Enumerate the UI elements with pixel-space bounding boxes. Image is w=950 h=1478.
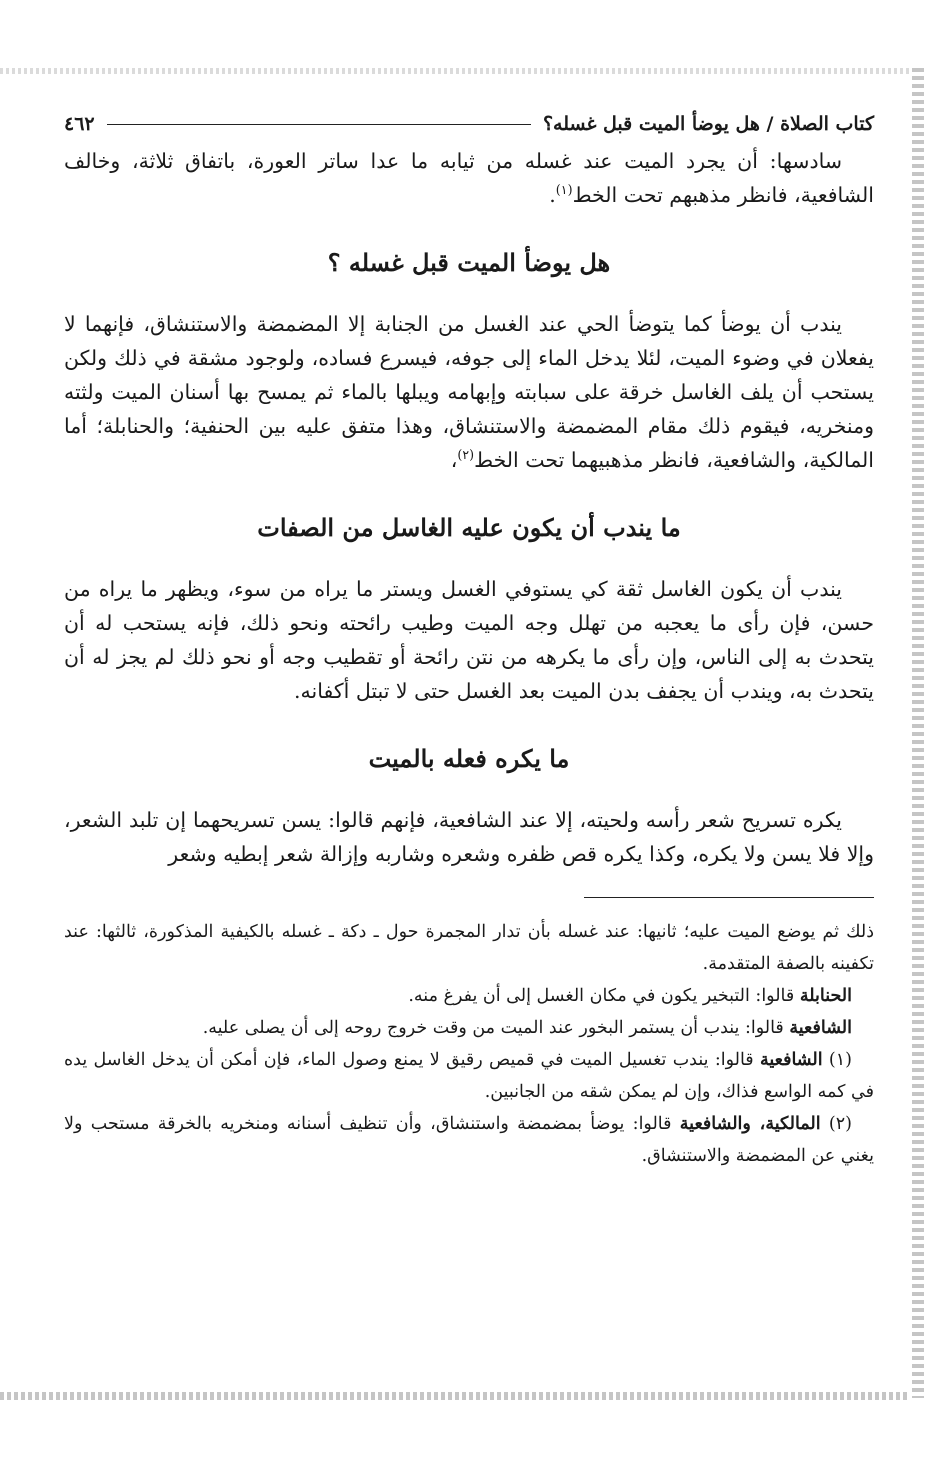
intro-paragraph xyxy=(64,144,874,212)
wudu-text: يندب أن يوضأ كما يتوضأ الحي عند الغسل من الجنابة إلا المضمضة والاستنشاق، فإنهما لا يفعلان في وضوء الميت، لئلا يدخل الماء إلى جوفه، فيسرع فساده، ولوجود مشقة في ذلك ولكن يستحب أن يلف الغاسل خرقة على سبابته وإبهامه ويبلها بالماء ثم يمسح بها أسنان الميت ولثته ومنخريه، فيقوم ذلك مقام المضمضة والاستنشاق، وهذا متفق عليه بين الحنفية؛ والحنابلة؛ أما المالكية، والشافعية، فانظر مذهبيهما تحت الخط xyxy=(64,312,874,472)
page-content xyxy=(64,104,874,1172)
footnote-ref-1: (١) xyxy=(555,182,573,198)
footnote-shafiiya-label: الشافعية xyxy=(789,1018,852,1038)
footnote-ref-2: (٢) xyxy=(457,447,475,463)
section-paragraph-disliked-acts: يكره تسريح شعر رأسه ولحيته، إلا عند الشافعية، فإنهم قالوا: يسن تسريحهما إن تلبد الشعر، وإلا فلا يسن ولا يكره، وكذا يكره قص ظفره وشعره وشاربه وإزالة شعر إبطيه وشعر xyxy=(64,808,874,866)
page-number: ٤٦٢ xyxy=(64,113,95,135)
footnote-shafiiya xyxy=(64,1012,874,1044)
header-rule xyxy=(107,124,531,125)
decorative-border-bottom xyxy=(0,1392,910,1400)
footnote-2 xyxy=(64,1108,874,1172)
footnote-2-text: قالوا: يوضأ بمضمضة واستنشاق، وأن تنظيف أسنانه ومنخريه بالخرقة مستحب ولا يغني عن المضمضة والاستنشاق. xyxy=(64,1114,874,1166)
footnote-shafiiya-text: قالوا: يندب أن يستمر البخور عند الميت من وقت خروج روحه إلى أن يصلى عليه. xyxy=(202,1018,784,1038)
intro-text: سادسها: أن يجرد الميت عند غسله من ثيابه ما عدا ساتر العورة، باتفاق ثلاثة، وخالف الشافعية، فانظر مذهبهم تحت الخط xyxy=(64,149,874,207)
footnote-1-text: قالوا: يندب تغسيل الميت في قميص رقيق لا يمنع وصول الماء، فإن أمكن أن يدخل الغاسل يده في كمه الواسع فذاك، وإن لم يمكن شقه من الجانبين. xyxy=(64,1050,874,1102)
footnote-2-label: المالكية، والشافعية xyxy=(679,1114,821,1134)
wudu-end: ، xyxy=(450,448,458,472)
decorative-border-top xyxy=(0,68,910,74)
section-paragraph-washer-qualities: يندب أن يكون الغاسل ثقة كي يستوفي الغسل ويستر ما يراه من سوء، ويظهر ما يراه من حسن، فإن رأى ما يعجبه من تهلل وجه الميت وطيب رائحته ونحو ذلك، فإنه يستحب له أن يتحدث به إلى الناس، وإن رأى ما يكرهه من نتن رائحة أو تقطيب وجه أو نحو ذلك لم يجز له أن يتحدث به، ويندب أن يجفف بدن الميت بعد الغسل حتى لا تبتل أكفانه. xyxy=(64,577,874,703)
footnote-separator xyxy=(584,897,874,898)
section-heading-wudu: هل يوضأ الميت قبل غسله ؟ xyxy=(327,248,611,277)
intro-end: . xyxy=(549,183,556,207)
section-paragraph-wudu xyxy=(64,307,874,477)
footnote-hanabila-text: قالوا: التبخير يكون في مكان الغسل إلى أن يفرغ منه. xyxy=(408,986,795,1006)
footnote-hanabila xyxy=(64,980,874,1012)
footnote-2-number: (٢) xyxy=(828,1114,852,1134)
running-header xyxy=(64,104,874,144)
footnote-1-label: الشافعية xyxy=(759,1050,823,1070)
footnote-1 xyxy=(64,1044,874,1108)
footnote-continuation: ذلك ثم يوضع الميت عليه؛ ثانيها: عند غسله بأن تدار المجمرة حول ـ دكة ـ غسله بالكيفية المذكورة، ثالثها: عند تكفينه بالصفة المتقدمة. xyxy=(64,922,874,974)
decorative-border-right xyxy=(912,68,924,1398)
section-heading-washer-qualities: ما يندب أن يكون عليه الغاسل من الصفات xyxy=(257,513,681,542)
footnote-1-number: (١) xyxy=(828,1050,852,1070)
running-title: كتاب الصلاة / هل يوضأ الميت قبل غسله؟ xyxy=(542,113,874,135)
section-heading-disliked-acts: ما يكره فعله بالميت xyxy=(368,744,570,773)
footnote-hanabila-label: الحنابلة xyxy=(799,986,852,1006)
